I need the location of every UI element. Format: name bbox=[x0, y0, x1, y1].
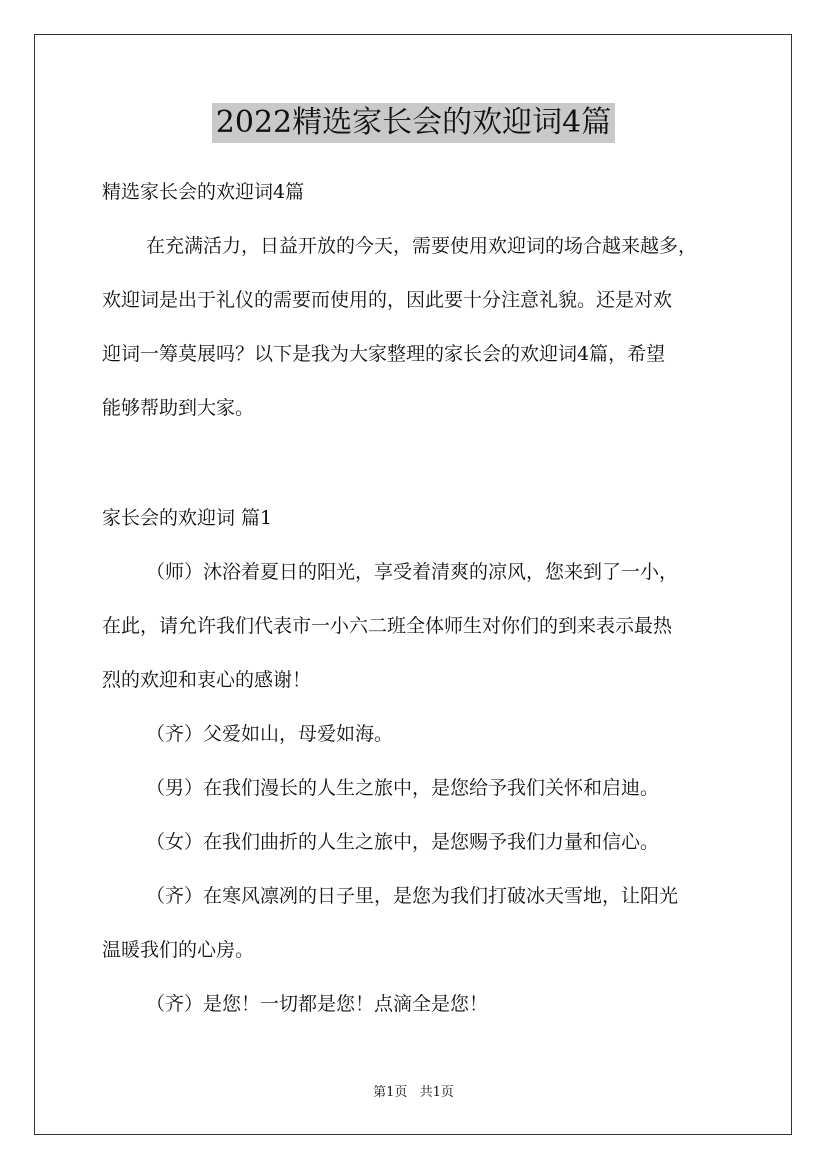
intro-line: 欢迎词是出于礼仪的需要而使用的，因此要十分注意礼貌。还是对欢 bbox=[102, 289, 673, 311]
section-heading: 家长会的欢迎词 篇1 bbox=[102, 507, 273, 529]
page-total: 共1页 bbox=[419, 1085, 454, 1100]
speech-line: （齐）是您！一切都是您！点滴全是您！ bbox=[146, 993, 489, 1015]
speech-line: 烈的欢迎和衷心的感谢！ bbox=[102, 669, 312, 691]
speech-line: （齐）在寒风凛冽的日子里，是您为我们打破冰天雪地，让阳光 bbox=[146, 885, 679, 907]
page-footer bbox=[0, 1084, 827, 1102]
subtitle: 精选家长会的欢迎词4篇 bbox=[102, 181, 305, 203]
page-number: 第1页 bbox=[373, 1085, 408, 1100]
speech-line: （师）沐浴着夏日的阳光，享受着清爽的凉风，您来到了一小， bbox=[146, 561, 679, 583]
document-body bbox=[102, 165, 732, 1031]
speech-line: 在此，请允许我们代表市一小六二班全体师生对你们的到来表示最热 bbox=[102, 615, 673, 637]
intro-line: 迎词一筹莫展吗？以下是我为大家整理的家长会的欢迎词4篇，希望 bbox=[102, 343, 666, 365]
paragraph-gap bbox=[102, 435, 732, 491]
speech-line: （齐）父爱如山，母爱如海。 bbox=[146, 723, 394, 745]
speech-line: （女）在我们曲折的人生之旅中，是您赐予我们力量和信心。 bbox=[146, 831, 660, 853]
intro-line: 能够帮助到大家。 bbox=[102, 397, 255, 419]
speech-line: （男）在我们漫长的人生之旅中，是您给予我们关怀和启迪。 bbox=[146, 777, 660, 799]
title-area bbox=[0, 103, 827, 143]
document-title: 2022精选家长会的欢迎词4篇 bbox=[212, 103, 615, 143]
intro-line: 在充满活力，日益开放的今天，需要使用欢迎词的场合越来越多， bbox=[146, 235, 698, 257]
speech-line: 温暖我们的心房。 bbox=[102, 939, 255, 961]
